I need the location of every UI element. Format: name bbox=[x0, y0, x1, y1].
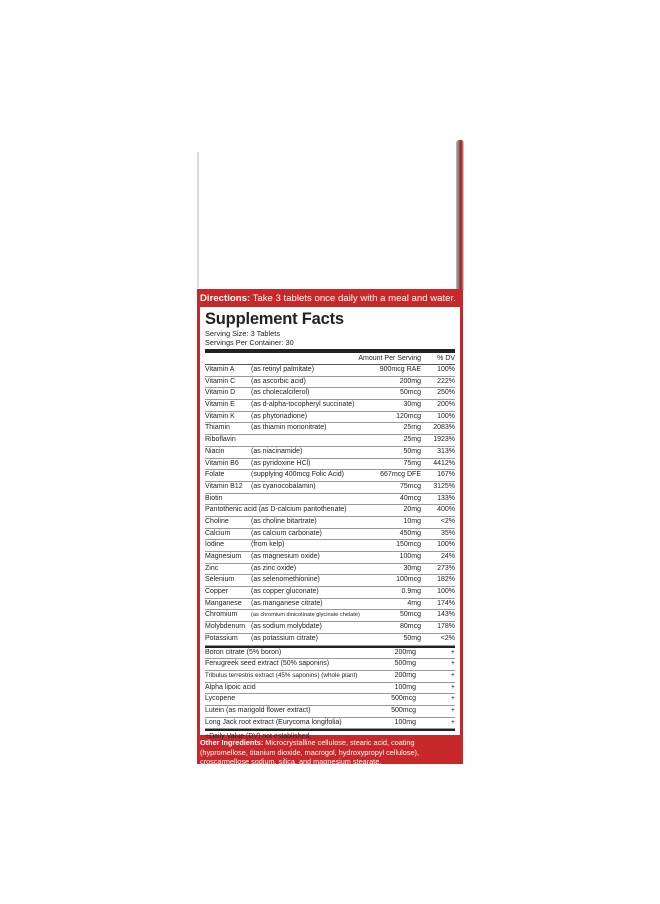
ingredient-row bbox=[205, 648, 455, 660]
nutrient-dv: 100% bbox=[437, 541, 455, 549]
nutrient-name: Copper bbox=[205, 588, 228, 596]
nutrient-source: (as calcium carbonate) bbox=[251, 529, 322, 537]
ingredient-name: Long Jack root extract (Eurycoma longifolia) bbox=[205, 718, 342, 726]
nutrient-name: Vitamin D bbox=[205, 389, 236, 397]
nutrient-dv: 4412% bbox=[433, 459, 455, 467]
ingredient-amount: 100mg bbox=[394, 683, 416, 691]
footnote: +Daily Value (DV) not established. bbox=[205, 733, 312, 741]
ingredient-name: Fenugreek seed extract (50% saponins) bbox=[205, 660, 330, 668]
nutrient-row bbox=[205, 622, 455, 634]
ingredient-name: Lycopene bbox=[205, 695, 236, 703]
vitamin-list bbox=[205, 365, 455, 646]
nutrient-name: Manganese bbox=[205, 599, 242, 607]
nutrient-dv: 100% bbox=[437, 366, 455, 373]
nutrient-name: Folate bbox=[205, 471, 225, 479]
nutrient-name: Vitamin C bbox=[205, 377, 236, 385]
nutrient-name: Vitamin B12 bbox=[205, 482, 243, 490]
header-amount: Amount Per Serving bbox=[358, 355, 421, 362]
nutrient-row bbox=[205, 634, 455, 646]
nutrient-row bbox=[205, 540, 455, 552]
nutrient-amount: 0.9mg bbox=[401, 588, 421, 596]
nutrient-amount: 4mg bbox=[407, 599, 421, 607]
ingredient-row bbox=[205, 659, 455, 671]
nutrient-name: Calcium bbox=[205, 529, 231, 537]
nutrient-name: Iodine bbox=[205, 541, 225, 549]
nutrient-source: (as sodium molybdate) bbox=[251, 623, 322, 631]
serving-size: Serving Size: 3 Tablets bbox=[205, 329, 281, 338]
nutrient-source: (as cyanocobalamin) bbox=[251, 482, 316, 490]
nutrient-dv: 273% bbox=[437, 564, 455, 572]
ingredient-amount: 500mcg bbox=[391, 706, 416, 714]
nutrient-amount: 100mcg bbox=[396, 576, 421, 584]
nutrient-row bbox=[205, 529, 455, 541]
nutrient-amount: 75mcg bbox=[399, 482, 421, 490]
nutrient-name: Chromium bbox=[205, 611, 238, 619]
nutrient-amount: 20mg bbox=[403, 506, 421, 514]
nutrient-name: Riboflavin bbox=[205, 436, 236, 444]
nutrient-amount: 30mg bbox=[403, 401, 421, 409]
nutrient-name: Potassium bbox=[205, 634, 238, 642]
nutrient-row bbox=[205, 412, 455, 424]
nutrient-dv: <2% bbox=[440, 517, 455, 525]
nutrient-source: (supplying 400mcg Folic Acid) bbox=[251, 471, 344, 479]
nutrient-dv: 3125% bbox=[433, 482, 455, 490]
nutrient-row bbox=[205, 517, 455, 529]
ingredient-amount: 500mg bbox=[394, 660, 416, 668]
header-dv: % DV bbox=[437, 355, 455, 362]
nutrient-source: (as niacinamide) bbox=[251, 447, 303, 455]
ingredient-dv: + bbox=[450, 706, 455, 714]
nutrient-row bbox=[205, 564, 455, 576]
nutrient-row bbox=[205, 447, 455, 459]
nutrient-name: Zinc bbox=[205, 564, 219, 572]
nutrient-amount: 40mcg bbox=[399, 494, 421, 502]
nutrient-row bbox=[205, 470, 455, 482]
nutrient-amount: 900mcg RAE bbox=[379, 366, 421, 373]
nutrient-source: (as pyridoxine HCl) bbox=[251, 459, 311, 467]
nutrient-dv: 100% bbox=[437, 412, 455, 420]
ingredient-dv: + bbox=[450, 660, 455, 668]
nutrient-dv: 100% bbox=[437, 588, 455, 596]
nutrient-source: (as d-alpha-tocopheryl succinate) bbox=[251, 401, 355, 409]
nutrient-source bbox=[347, 505, 361, 516]
nutrient-dv: 400% bbox=[437, 506, 455, 514]
ingredient-amount: 100mg bbox=[394, 718, 416, 726]
directions bbox=[200, 292, 460, 306]
nutrient-dv: 182% bbox=[437, 576, 455, 584]
box-flap-edge bbox=[456, 140, 464, 290]
nutrient-amount: 75mg bbox=[403, 459, 421, 467]
servings-per-container: Servings Per Container: 30 bbox=[205, 338, 294, 347]
nutrient-name: Vitamin K bbox=[205, 412, 235, 420]
nutrient-row bbox=[205, 435, 455, 447]
ingredient-row bbox=[205, 694, 455, 706]
nutrient-row bbox=[205, 388, 455, 400]
ingredient-amount: 500mcg bbox=[391, 695, 416, 703]
nutrient-amount: 25mg bbox=[403, 436, 421, 444]
nutrient-name: Pantothenic acid (as D-calcium pantothenate) bbox=[205, 506, 347, 514]
nutrient-amount: 50mcg bbox=[399, 389, 421, 397]
ingredient-dv: + bbox=[450, 718, 455, 726]
ingredient-name: Tribulus terrestris extract (45% saponins) (whole plant) bbox=[205, 671, 358, 679]
ingredient-dv: + bbox=[450, 648, 455, 656]
nutrient-dv: 200% bbox=[437, 401, 455, 409]
ingredient-amount: 200mg bbox=[394, 671, 416, 679]
nutrient-name: Vitamin B6 bbox=[205, 459, 239, 467]
nutrient-name: Biotin bbox=[205, 494, 223, 502]
nutrient-amount: 80mcg bbox=[399, 623, 421, 631]
nutrient-row bbox=[205, 482, 455, 494]
nutrient-source: (as selenomethionine) bbox=[251, 576, 320, 584]
nutrient-source: (as phytonadione) bbox=[251, 412, 308, 420]
nutrient-amount: 200mg bbox=[399, 377, 421, 385]
nutrient-source: (as copper gluconate) bbox=[251, 588, 319, 596]
nutrient-amount: 25mg bbox=[403, 424, 421, 432]
nutrient-row bbox=[205, 494, 455, 506]
nutrient-name: Vitamin A bbox=[205, 366, 235, 373]
nutrient-source: (as thiamin mononitrate) bbox=[251, 424, 327, 432]
nutrient-amount: 667mcg DFE bbox=[380, 471, 421, 479]
nutrient-row bbox=[205, 365, 455, 377]
nutrient-name: Vitamin E bbox=[205, 401, 235, 409]
ingredient-dv: + bbox=[450, 683, 455, 691]
nutrient-row bbox=[205, 423, 455, 435]
nutrient-name: Molybdenum bbox=[205, 623, 246, 631]
ingredient-row bbox=[205, 706, 455, 718]
nutrient-amount: 120mcg bbox=[396, 412, 421, 420]
other-ingredients-label: Other Ingredients: bbox=[200, 738, 264, 747]
nutrient-source bbox=[251, 494, 361, 505]
directions-text: Take 3 tablets once daily with a meal and water. bbox=[252, 293, 456, 304]
other-nutrient-list bbox=[205, 648, 455, 730]
nutrient-row bbox=[205, 599, 455, 611]
nutrient-source: (as choline bitartrate) bbox=[251, 517, 317, 525]
nutrient-dv: 24% bbox=[440, 553, 455, 560]
ingredient-row bbox=[205, 671, 455, 683]
nutrient-amount: 50mcg bbox=[399, 611, 421, 619]
ingredient-name: Lutein (as marigold flower extract) bbox=[205, 706, 311, 714]
other-ingredients bbox=[200, 738, 462, 767]
facts-title: Supplement Facts bbox=[205, 310, 344, 328]
supplement-facts-box bbox=[200, 307, 460, 741]
nutrient-dv: 2083% bbox=[433, 424, 455, 432]
nutrient-row bbox=[205, 505, 455, 517]
directions-label: Directions: bbox=[200, 293, 251, 304]
nutrient-dv: 174% bbox=[437, 599, 455, 607]
box-edge-left bbox=[197, 152, 199, 288]
nutrient-row bbox=[205, 610, 455, 622]
nutrient-amount: 450mg bbox=[399, 529, 421, 537]
nutrient-name: Niacin bbox=[205, 447, 225, 455]
nutrient-dv: 143% bbox=[437, 611, 455, 619]
nutrient-name: Selenium bbox=[205, 576, 235, 584]
ingredient-amount: 200mg bbox=[394, 648, 416, 656]
nutrient-dv: 313% bbox=[437, 447, 455, 455]
nutrient-dv: 178% bbox=[437, 623, 455, 631]
nutrient-source: (as zinc oxide) bbox=[251, 564, 297, 572]
nutrient-source: (as manganese citrate) bbox=[251, 599, 323, 607]
nutrient-source: (as potassium citrate) bbox=[251, 634, 318, 642]
nutrient-dv: 133% bbox=[437, 494, 455, 502]
nutrient-name: Magnesium bbox=[205, 553, 242, 560]
nutrient-row bbox=[205, 459, 455, 471]
nutrient-dv: <2% bbox=[440, 634, 455, 642]
other-ingredients-text: Microcrystalline cellulose, stearic acid, coating (hypromellose, titanium dioxide, macrogol, hydroxypropyl cellulose), croscarmellose sodium, silica, and magnesium stearate. bbox=[200, 738, 420, 767]
ingredient-name: Boron citrate (5% boron) bbox=[205, 648, 282, 656]
nutrient-row bbox=[205, 587, 455, 599]
ingredient-dv: + bbox=[450, 695, 455, 703]
nutrient-source: (from kelp) bbox=[251, 541, 285, 549]
nutrient-dv: 250% bbox=[437, 389, 455, 397]
nutrient-source bbox=[251, 435, 361, 446]
nutrient-name: Thiamin bbox=[205, 424, 230, 432]
ingredient-name: Alpha lipoic acid bbox=[205, 683, 256, 691]
nutrient-dv: 222% bbox=[437, 377, 455, 385]
nutrient-amount: 100mg bbox=[399, 553, 421, 560]
nutrient-dv: 167% bbox=[437, 471, 455, 479]
nutrient-dv: 1923% bbox=[433, 436, 455, 444]
label-panel bbox=[197, 289, 463, 767]
nutrient-row bbox=[205, 575, 455, 587]
nutrient-amount: 10mg bbox=[403, 517, 421, 525]
rule-thick bbox=[205, 349, 455, 353]
ingredient-row bbox=[205, 683, 455, 695]
facts-header bbox=[205, 354, 455, 364]
nutrient-row bbox=[205, 377, 455, 389]
nutrient-row bbox=[205, 400, 455, 412]
nutrient-amount: 50mg bbox=[403, 447, 421, 455]
nutrient-source: (as cholecalciferol) bbox=[251, 389, 310, 397]
nutrient-source: (as magnesium oxide) bbox=[251, 553, 320, 560]
nutrient-source: (as chromium dinicotinate glycinate chelate) bbox=[251, 612, 360, 619]
nutrient-amount: 150mcg bbox=[396, 541, 421, 549]
nutrient-amount: 50mg bbox=[403, 634, 421, 642]
nutrient-source: (as ascorbic acid) bbox=[251, 377, 306, 385]
ingredient-row bbox=[205, 718, 455, 730]
nutrient-row bbox=[205, 552, 455, 564]
ingredient-dv: + bbox=[450, 671, 455, 679]
nutrient-source: (as retinyl palmitate) bbox=[251, 366, 315, 373]
nutrient-name: Choline bbox=[205, 517, 229, 525]
nutrient-dv: 35% bbox=[440, 529, 455, 537]
nutrient-amount: 30mg bbox=[403, 564, 421, 572]
